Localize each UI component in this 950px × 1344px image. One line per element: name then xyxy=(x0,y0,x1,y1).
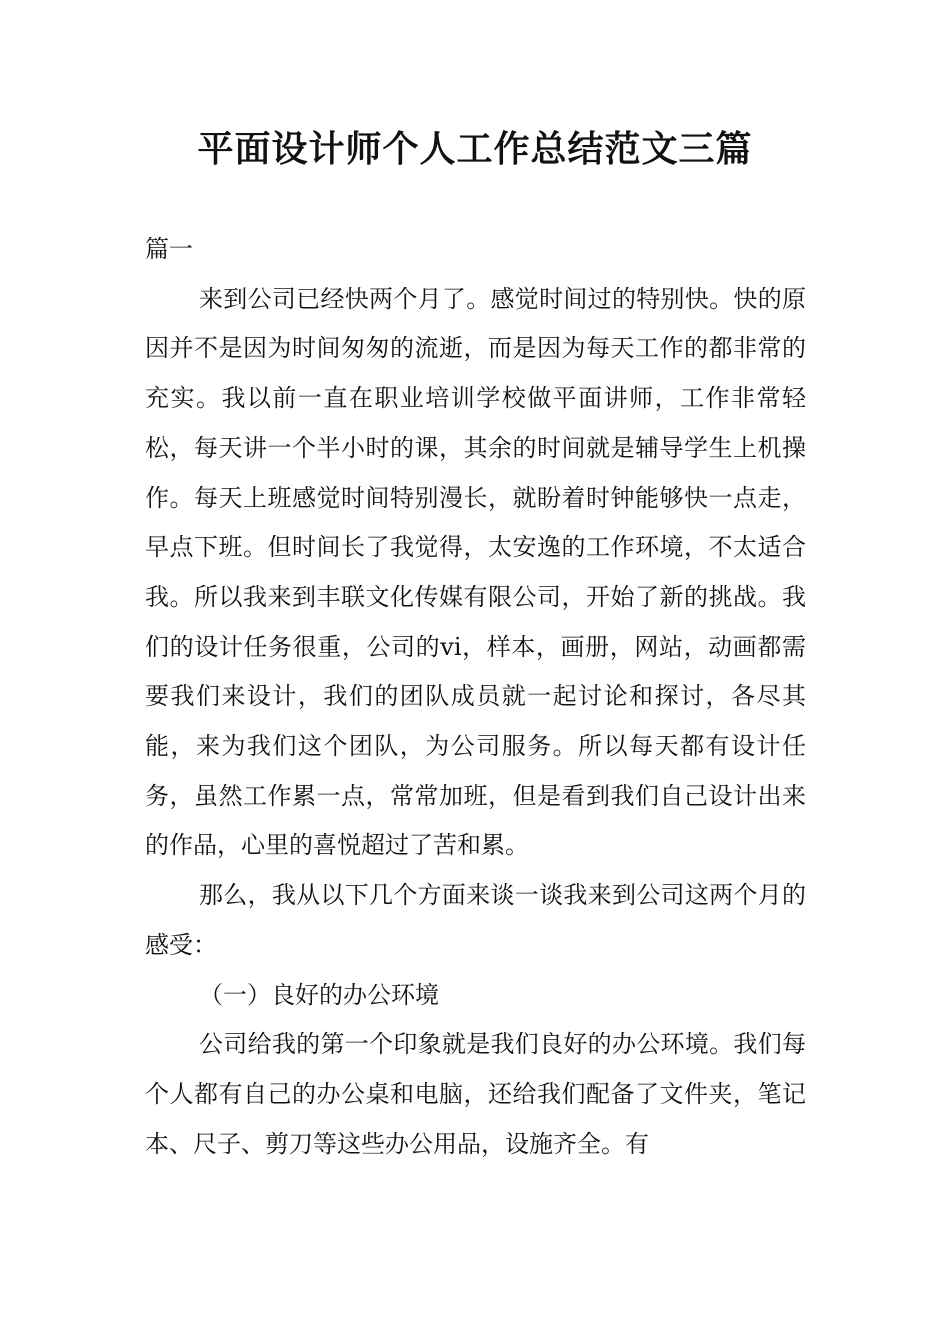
body-paragraph-3: 公司给我的第一个印象就是我们良好的办公环境。我们每个人都有自己的办公桌和电脑，还给我们配备了文件夹，笔记本、尺子、剪刀等这些办公用品，设施齐全。有 xyxy=(145,1030,806,1158)
body-paragraph-2: 那么，我从以下几个方面来谈一谈我来到公司这两个月的感受： xyxy=(145,881,806,959)
body-paragraph-1: 来到公司已经快两个月了。感觉时间过的特别快。快的原因并不是因为时间匆匆的流逝，而是因为每天工作的都非常的充实。我以前一直在职业培训学校做平面讲师，工作非常轻松，每天讲一个半小时的课，其余的时间就是辅导学生上机操作。每天上班感觉时间特别漫长，就盼着时钟能够快一点走，早点下班。但时间长了我觉得，太安逸的工作环境，不太适合我。所以我来到丰联文化传媒有限公司，开始了新的挑战。我们的设计任务很重，公司的vi，样本，画册，网站，动画都需要我们来设计，我们的团队成员就一起讨论和探讨，各尽其能，来为我们这个团队，为公司服务。所以每天都有设计任务，虽然工作累一点，常常加班，但是看到我们自己设计出来的作品，心里的喜悦超过了苦和累。 xyxy=(145,284,806,860)
document-body xyxy=(145,225,806,1169)
subheading-office-environment: （一）良好的办公环境 xyxy=(199,980,439,1009)
document-title: 平面设计师个人工作总结范文三篇 xyxy=(197,129,753,170)
section-heading: 篇一 xyxy=(145,235,193,263)
